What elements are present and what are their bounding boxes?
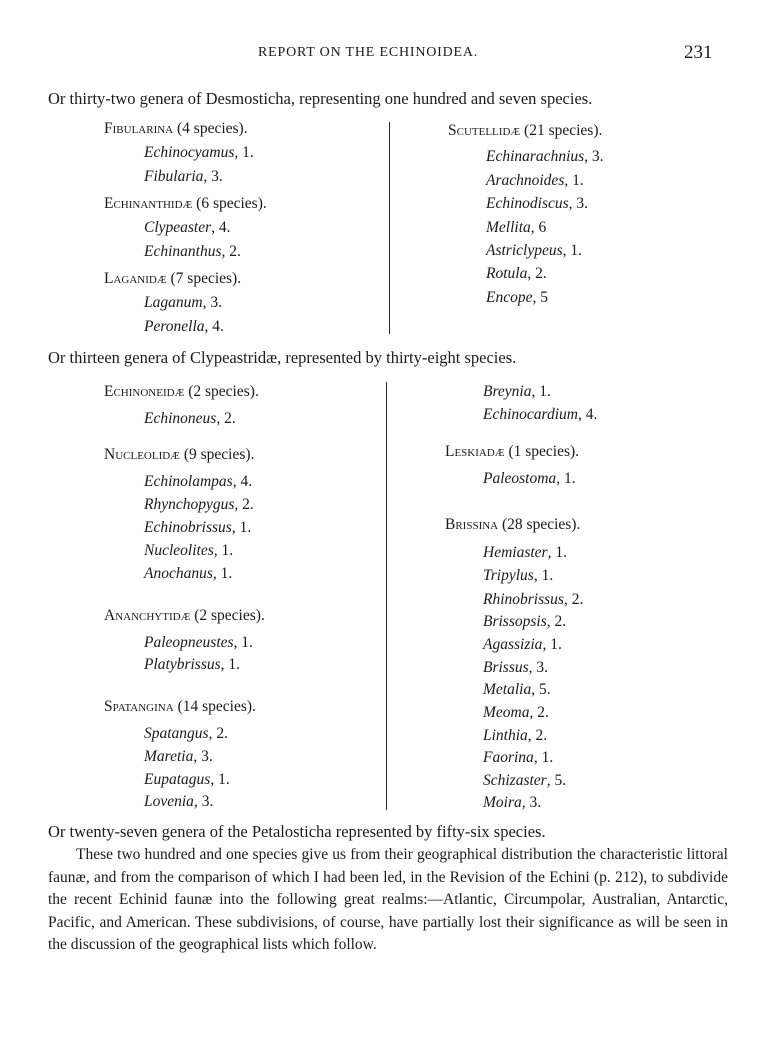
genus-entry (483, 591, 583, 609)
family-name: Nucleolidæ (104, 446, 180, 463)
family-heading (104, 270, 241, 288)
genus-name: Brissopsis (483, 613, 547, 630)
genus-entry (483, 636, 562, 654)
genus-name: Eupatagus (144, 771, 211, 788)
genus-count: , 1. (234, 144, 254, 161)
genus-count: , 4. (211, 219, 231, 236)
genus-count: , 2. (529, 704, 549, 721)
genus-entry (144, 144, 254, 162)
genus-count: , 1. (547, 544, 567, 561)
genus-count: , 1. (531, 383, 551, 400)
genus-entry (486, 265, 547, 283)
genus-entry (486, 195, 588, 213)
species-count: (2 species). (188, 383, 259, 400)
genus-entry (483, 681, 551, 699)
genus-entry (144, 748, 213, 766)
genus-count: , 2. (563, 591, 584, 608)
genus-count: , 4. (232, 473, 253, 490)
species-count: (9 species). (183, 446, 255, 463)
genus-name: Agassizia (483, 636, 543, 653)
genus-name: Faorina (483, 749, 534, 766)
genus-name: Echinoneus (144, 410, 217, 427)
genus-count: , 2. (527, 265, 547, 282)
genus-count: , 3. (584, 148, 604, 165)
species-count: (21 species). (524, 122, 603, 139)
genus-entry (483, 383, 551, 401)
genus-name: Fibularia (144, 168, 204, 185)
genus-name: Echinocardium (483, 406, 578, 423)
genus-entry (144, 219, 231, 237)
genus-name: Meoma (483, 704, 530, 721)
genus-entry (483, 749, 553, 767)
genus-entry (144, 318, 224, 336)
genus-name: Maretia (144, 748, 194, 765)
genus-name: Echinobrissus (144, 519, 232, 536)
page-number: 231 (684, 42, 713, 63)
genus-name: Mellita (486, 219, 531, 236)
genus-name: Echinolampas (144, 473, 233, 490)
family-heading (104, 446, 254, 464)
species-count: (6 species). (196, 195, 267, 212)
genus-count: , 2. (216, 410, 236, 427)
genus-name: Echinarachnius (486, 148, 585, 165)
family-heading (448, 122, 602, 140)
genus-name: Metalia (483, 681, 532, 698)
genus-name: Clypeaster (144, 219, 212, 236)
genus-count: , 1. (220, 656, 241, 673)
genus-count: , 4. (204, 318, 224, 335)
genus-entry (144, 294, 222, 312)
genus-name: Platybrissus (144, 656, 221, 673)
species-count: (4 species). (177, 120, 248, 137)
family-name: Brissina (445, 516, 499, 533)
family-name: Ananchytidæ (104, 607, 191, 624)
petalosticha-intro: Or twenty-seven genera of the Petalosticha represented by fifty-six species. (48, 822, 546, 841)
genus-name: Brissus (483, 659, 529, 676)
genus-count: , 1. (210, 771, 230, 788)
genus-count: , 5. (546, 772, 567, 789)
genus-entry (483, 406, 597, 424)
family-name: Echinoneidæ (104, 383, 185, 400)
column-divider (389, 122, 390, 334)
genus-entry (144, 519, 251, 537)
genus-name: Linthia (483, 727, 528, 744)
genus-name: Echinanthus (144, 243, 222, 260)
species-count: (28 species). (502, 516, 581, 533)
family-name: Laganidæ (104, 270, 167, 287)
desmosticha-intro: Or thirty-two genera of Desmosticha, representing one hundred and seven species. (48, 89, 593, 108)
genus-count: , 3. (568, 195, 589, 212)
family-heading (104, 383, 259, 401)
genus-name: Rotula (486, 265, 528, 282)
paragraph-text: These two hundred and one species give us from their geographical distribution the characteristic littoral faunæ, and from the comparison of which I had been led, in the Revision of the Echini (p. 212), to subdivide the recent Echinid faunæ into the following great realms:—Atlantic, Circumpolar, Australian, Antarctic, Pacific, and American. These subdivisions, of course, have partially lost their significance as will be seen in the discussion of the geographical lists which follow. (48, 846, 728, 954)
genus-count: , 1. (231, 519, 252, 536)
family-name: Leskiadæ (445, 443, 505, 460)
genus-name: Peronella (144, 318, 205, 335)
genus-name: Paleopneustes (144, 634, 234, 651)
genus-entry (144, 565, 232, 583)
genus-entry (144, 542, 233, 560)
genus-name: Moira (483, 794, 522, 811)
genus-count: , 4. (578, 406, 598, 423)
family-heading (445, 516, 580, 534)
family-heading (104, 120, 248, 138)
genus-entry (486, 219, 546, 237)
genus-count: , 3. (193, 748, 213, 765)
genus-count: , 1. (556, 470, 576, 487)
genus-entry (483, 470, 576, 488)
family-heading (445, 443, 579, 461)
genus-count: , 3. (202, 294, 222, 311)
species-count: (1 species). (508, 443, 580, 460)
genus-count: , 5 (532, 289, 548, 306)
genus-count: , 1. (213, 542, 234, 559)
genus-entry (483, 567, 553, 585)
genus-entry (144, 496, 254, 514)
genus-name: Rhinobrissus (483, 591, 564, 608)
genus-count: , 3. (203, 168, 223, 185)
genus-count: , 2. (234, 496, 254, 513)
genus-name: Hemiaster (483, 544, 548, 561)
genus-entry (483, 659, 548, 677)
genus-name: Astriclypeus (486, 242, 563, 259)
genus-entry (486, 148, 604, 166)
family-name: Fibularina (104, 120, 174, 137)
genus-name: Laganum (144, 294, 203, 311)
genus-entry (144, 771, 230, 789)
genus-count: , 2. (221, 243, 241, 260)
genus-count: , 6 (530, 219, 547, 236)
genus-entry (486, 172, 584, 190)
genus-entry (144, 410, 236, 428)
genus-entry (144, 243, 241, 261)
family-name: Scutellidæ (448, 122, 521, 139)
genus-entry (483, 613, 566, 631)
genus-entry (486, 289, 548, 307)
genus-count: , 3. (193, 793, 214, 810)
genus-entry (486, 242, 582, 260)
genus-entry (483, 794, 541, 812)
genus-entry (144, 473, 252, 491)
genus-entry (483, 727, 547, 745)
genus-name: Arachnoides (486, 172, 565, 189)
family-name: Echinanthidæ (104, 195, 193, 212)
genus-entry (144, 725, 228, 743)
genus-entry (483, 544, 567, 562)
genus-name: Echinocyamus (144, 144, 235, 161)
genus-name: Tripylus (483, 567, 534, 584)
genus-count: , 1. (562, 242, 582, 259)
family-heading (104, 698, 256, 716)
genus-count: , 2. (208, 725, 228, 742)
genus-count: , 2. (546, 613, 567, 630)
family-heading (104, 607, 265, 625)
genus-count: , 3. (528, 659, 549, 676)
body-paragraph (48, 844, 728, 957)
genus-entry (144, 793, 213, 811)
genus-count: , 1. (542, 636, 562, 653)
genus-entry (144, 634, 253, 652)
genus-count: , 5. (531, 681, 551, 698)
column-divider (386, 382, 387, 810)
running-header (0, 42, 776, 66)
genus-name: Rhynchopygus (144, 496, 235, 513)
genus-name: Breynia (483, 383, 532, 400)
genus-name: Schizaster (483, 772, 547, 789)
genus-entry (483, 704, 549, 722)
genus-count: , 1. (564, 172, 584, 189)
genus-entry (144, 656, 240, 674)
species-count: (14 species). (177, 698, 256, 715)
genus-entry (144, 168, 223, 186)
genus-count: , 1. (533, 749, 554, 766)
genus-name: Echinodiscus (486, 195, 569, 212)
genus-name: Nucleolites (144, 542, 214, 559)
genus-name: Encope (486, 289, 533, 306)
family-name: Spatangina (104, 698, 174, 715)
family-heading (104, 195, 267, 213)
genus-count: , 1. (212, 565, 233, 582)
genus-count: , 3. (521, 794, 542, 811)
genus-name: Lovenia (144, 793, 194, 810)
genus-count: , 1. (233, 634, 253, 651)
species-count: (7 species). (170, 270, 242, 287)
clypeastridae-intro: Or thirteen genera of Clypeastridæ, represented by thirty-eight species. (48, 348, 517, 367)
species-count: (2 species). (194, 607, 265, 624)
header-title: REPORT ON THE ECHINOIDEA. (258, 45, 479, 60)
genus-name: Anochanus (144, 565, 213, 582)
genus-name: Paleostoma (483, 470, 557, 487)
genus-entry (483, 772, 566, 790)
genus-count: , 2. (527, 727, 548, 744)
genus-count: , 1. (533, 567, 554, 584)
genus-name: Spatangus (144, 725, 209, 742)
